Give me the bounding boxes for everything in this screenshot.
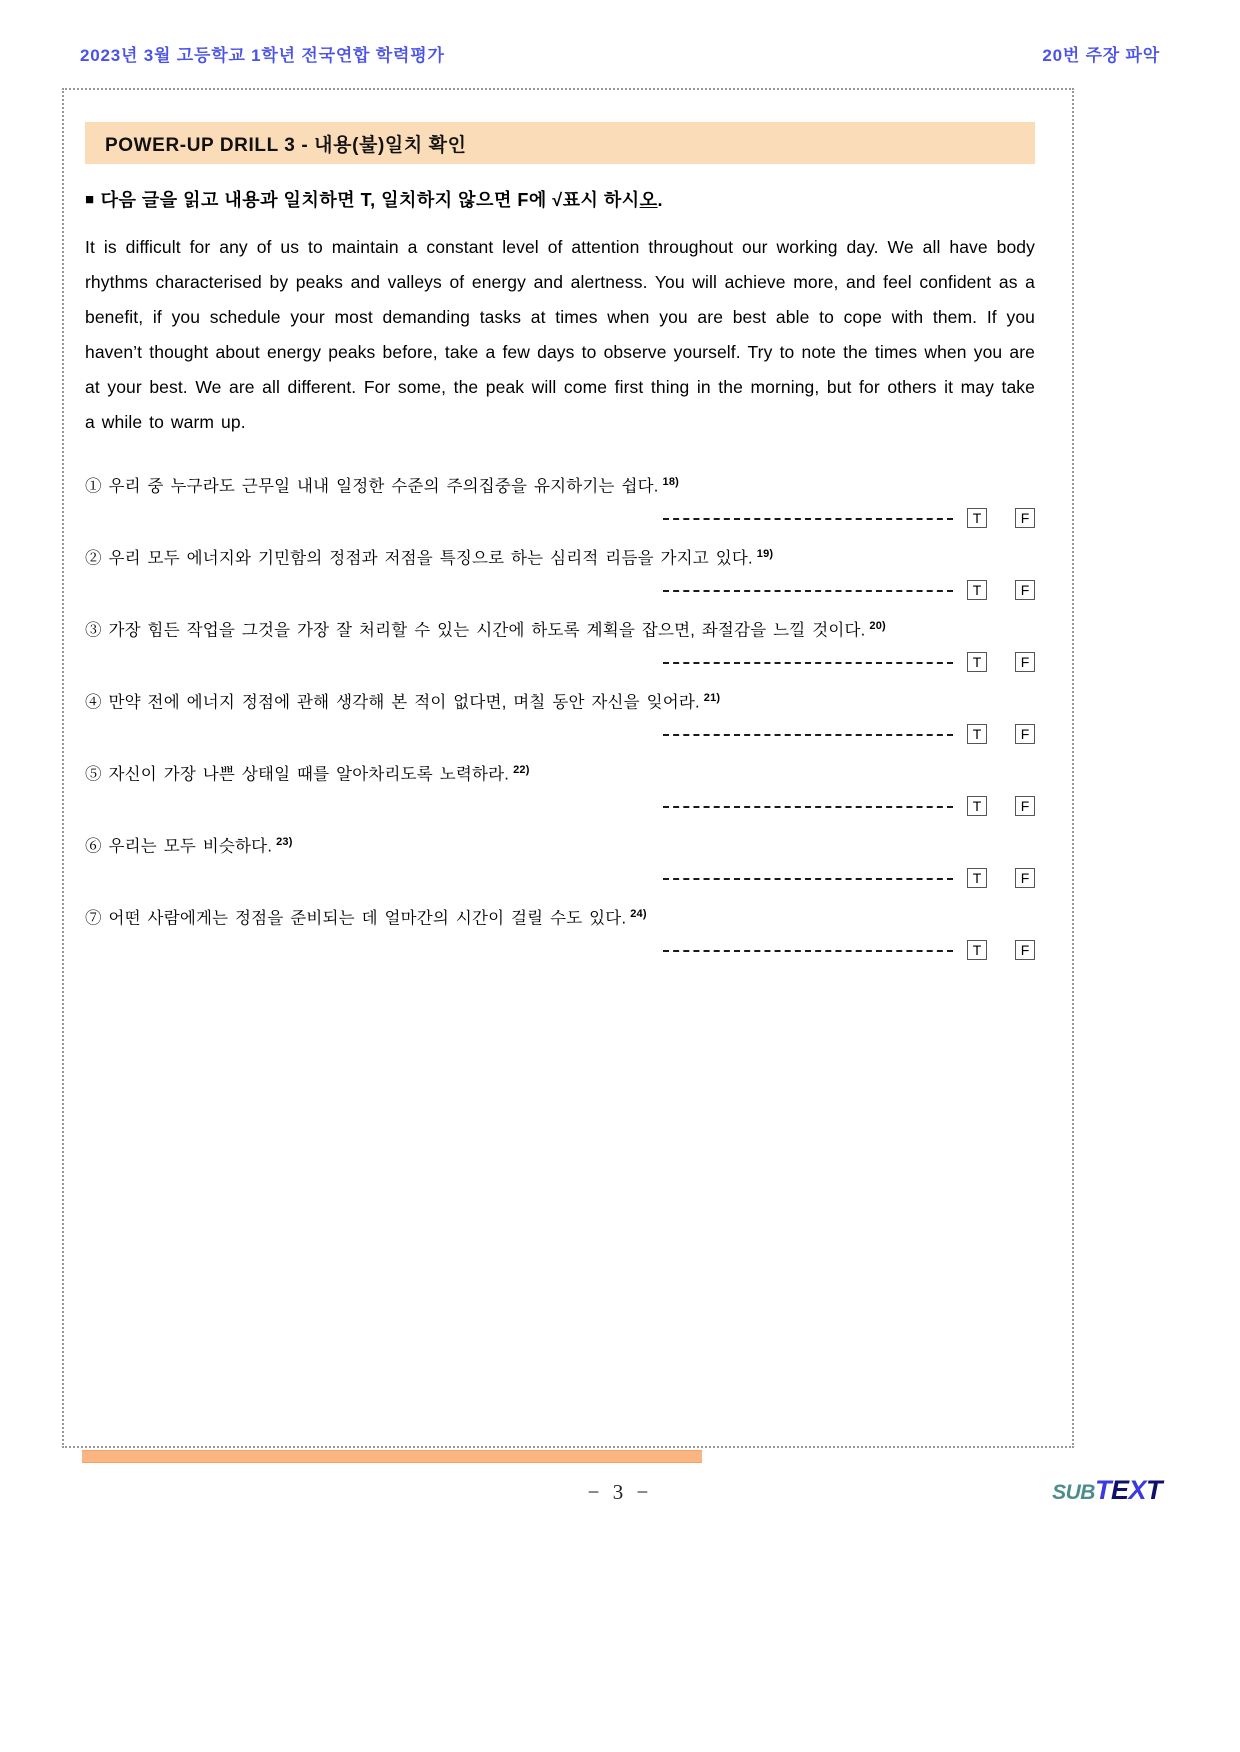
item-question-number: 21) (703, 692, 721, 705)
page-number: − 3 − (587, 1480, 653, 1504)
answer-box-false[interactable]: F (1015, 652, 1035, 672)
item-question-number: 23) (276, 836, 293, 849)
item-statement-text: 만약 전에 에너지 정점에 관해 생각해 본 적이 없다면, 며칠 동안 자신을 잊어라. (108, 693, 700, 712)
leader-dashes (663, 590, 953, 592)
list-item (85, 762, 1035, 818)
answer-box-true[interactable]: T (967, 868, 987, 888)
logo-x: X (1128, 1475, 1146, 1505)
subtext-logo (1052, 1475, 1162, 1506)
answer-box-true[interactable]: T (967, 508, 987, 528)
tf-answer-row (85, 506, 1035, 530)
list-item (85, 906, 1035, 962)
item-statement-text: 우리 중 누구라도 근무일 내내 일정한 수준의 주의집중을 유지하기는 쉽다. (108, 477, 659, 496)
list-item (85, 834, 1035, 890)
instruction-line (85, 186, 1035, 212)
leader-dashes (663, 734, 953, 736)
item-marker: ③ (85, 621, 102, 640)
instruction-text-underlined: 오 (639, 190, 658, 210)
leader-dashes (663, 806, 953, 808)
item-marker: ⑥ (85, 837, 102, 856)
answer-box-true[interactable]: T (967, 796, 987, 816)
item-question-number: 20) (869, 620, 886, 633)
item-statement-text: 가장 힘든 작업을 그것을 가장 잘 처리할 수 있는 시간에 하도록 계획을 잡으면, 좌절감을 느낄 것이다. (108, 621, 866, 640)
tf-answer-row (85, 722, 1035, 746)
drill-title: POWER-UP DRILL 3 - 내용(불)일치 확인 (105, 134, 467, 156)
tf-statement (85, 474, 1035, 500)
tf-statement (85, 834, 1035, 860)
leader-dashes (663, 518, 953, 520)
list-item (85, 474, 1035, 530)
tf-answer-row (85, 578, 1035, 602)
logo-t1: T (1094, 1475, 1111, 1505)
item-statement-text: 우리 모두 에너지와 기민함의 정점과 저점을 특징으로 하는 심리적 리듬을 가지고 있다. (108, 549, 753, 568)
item-question-number: 24) (630, 908, 647, 921)
header-question-label: 20번 주장 파악 (1042, 45, 1160, 65)
item-question-number: 22) (513, 764, 530, 777)
drill-title-band (85, 122, 1035, 164)
answer-box-false[interactable]: F (1015, 796, 1035, 816)
leader-dashes (663, 878, 953, 880)
answer-box-false[interactable]: F (1015, 868, 1035, 888)
tf-statement (85, 690, 1035, 716)
tf-statement (85, 906, 1035, 932)
item-marker: ⑤ (85, 765, 102, 784)
instruction-text-1: 다음 글을 읽고 내용과 일치하면 T, 일치하지 않으면 F에 √표시 하시 (100, 190, 640, 210)
worksheet-content (85, 122, 1035, 978)
tf-statement (85, 618, 1035, 644)
answer-box-false[interactable]: F (1015, 724, 1035, 744)
tf-statement (85, 762, 1035, 788)
item-marker: ② (85, 549, 102, 568)
tf-statement (85, 546, 1035, 572)
item-statement-text: 우리는 모두 비슷하다. (108, 837, 273, 856)
list-item (85, 618, 1035, 674)
answer-box-true[interactable]: T (967, 652, 987, 672)
reading-passage: It is difficult for any of us to maintain a constant level of attention throughout our working day. We all have body rhythms characterised by peaks and valleys of energy and alertness. You will achieve more, and feel confident as a benefit, if you schedule your most demanding tasks at times when you are best able to cope with them. If you haven’t thought about energy peaks before, take a few days to observe yourself. Try to note the times when you are at your best. We are all different. For some, the peak will come first thing in the morning, but for others it may take a while to warm up. (85, 237, 1035, 432)
list-item (85, 546, 1035, 602)
page-header (80, 38, 1160, 68)
answer-box-true[interactable]: T (967, 940, 987, 960)
item-marker: ① (85, 477, 102, 496)
item-marker: ⑦ (85, 909, 102, 928)
tf-answer-row (85, 866, 1035, 890)
logo-t2: T (1146, 1475, 1162, 1505)
answer-box-true[interactable]: T (967, 580, 987, 600)
item-statement-text: 어떤 사람에게는 정점을 준비되는 데 얼마간의 시간이 걸릴 수도 있다. (108, 909, 627, 928)
answer-box-false[interactable]: F (1015, 508, 1035, 528)
leader-dashes (663, 662, 953, 664)
answer-box-false[interactable]: F (1015, 940, 1035, 960)
bullet-square-icon: ■ (85, 191, 95, 208)
logo-sub: SUB (1052, 1481, 1095, 1504)
tf-item-list (85, 474, 1035, 962)
list-item (85, 690, 1035, 746)
item-question-number: 19) (756, 548, 774, 561)
footer-accent-bar (82, 1450, 702, 1463)
leader-dashes (663, 950, 953, 952)
tf-answer-row (85, 650, 1035, 674)
answer-box-true[interactable]: T (967, 724, 987, 744)
tf-answer-row (85, 938, 1035, 962)
item-question-number: 18) (662, 476, 680, 488)
item-marker: ④ (85, 693, 102, 712)
answer-box-false[interactable]: F (1015, 580, 1035, 600)
item-statement-text: 자신이 가장 나쁜 상태일 때를 알아차리도록 노력하라. (108, 765, 510, 784)
logo-e: E (1110, 1475, 1129, 1505)
tf-answer-row (85, 794, 1035, 818)
instruction-text-3: . (657, 190, 664, 210)
header-exam-title: 2023년 3월 고등학교 1학년 전국연합 학력평가 (80, 45, 445, 65)
